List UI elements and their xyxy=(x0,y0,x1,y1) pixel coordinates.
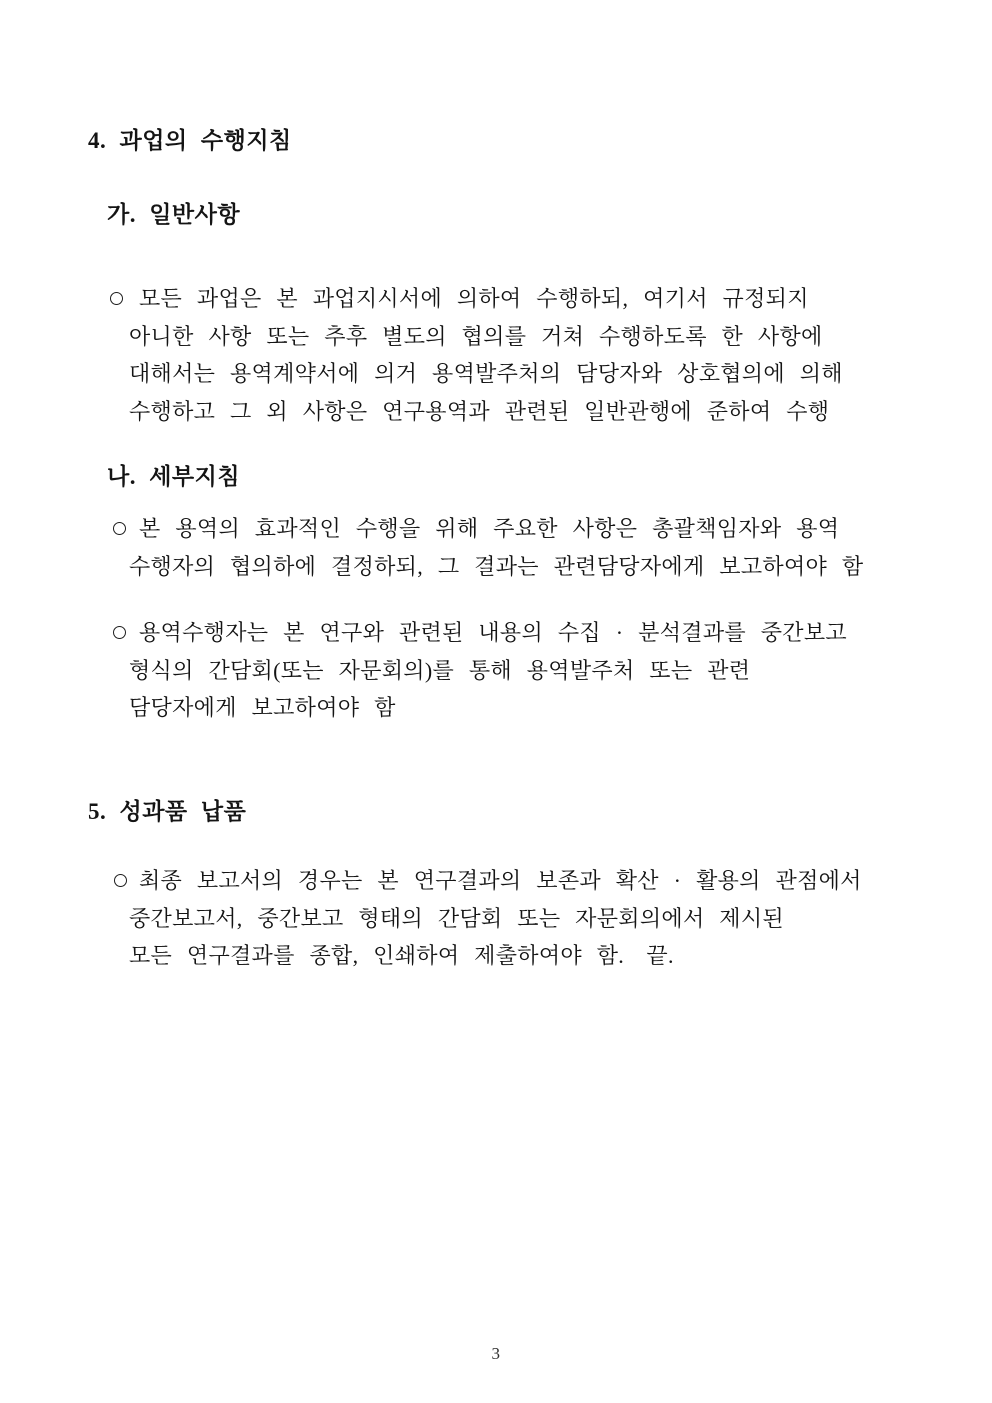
paragraph-line: 수행하고 그 외 사항은 연구용역과 관련된 일반관행에 준하여 수행 xyxy=(129,398,830,424)
subsection-ga-heading: 가. 일반사항 xyxy=(107,202,241,227)
bullet-circle-icon xyxy=(113,522,126,535)
detail-bullet-2-paragraph xyxy=(129,614,919,727)
bullet-circle-icon xyxy=(113,626,126,639)
page-number: 3 xyxy=(491,1344,501,1363)
bullet-circle-icon xyxy=(110,292,123,305)
section-5-heading: 5. 성과품 납품 xyxy=(88,799,247,824)
paragraph-line: 모든 연구결과를 종합, 인쇄하여 제출하여야 함. 끝. xyxy=(129,943,674,968)
section-4-heading: 4. 과업의 수행지침 xyxy=(88,128,292,153)
detail-bullet-1-paragraph xyxy=(129,510,919,585)
general-bullet-paragraph xyxy=(129,280,919,430)
paragraph-line: 대해서는 용역계약서에 의거 용역발주처의 담당자와 상호협의에 의해 xyxy=(129,361,843,386)
deliverable-bullet-paragraph xyxy=(129,862,919,975)
paragraph-line: 수행자의 협의하에 결정하되, 그 결과는 관련담당자에게 보고하여야 함 xyxy=(129,553,864,579)
paragraph-line: 용역수행자는 본 연구와 관련된 내용의 수집 · 분석결과를 중간보고 xyxy=(139,620,847,645)
paragraph-line: 중간보고서, 중간보고 형태의 간담회 또는 자문회의에서 제시된 xyxy=(129,905,784,931)
bullet-circle-icon xyxy=(114,874,127,887)
paragraph-line: 아니한 사항 또는 추후 별도의 협의를 거쳐 수행하도록 한 사항에 xyxy=(129,323,823,349)
paragraph-line: 형식의 간담회(또는 자문회의)를 통해 용역발주처 또는 관련 xyxy=(129,657,751,683)
subsection-na-heading: 나. 세부지침 xyxy=(107,464,241,489)
paragraph-line: 최종 보고서의 경우는 본 연구결과의 보존과 확산 · 활용의 관점에서 xyxy=(139,868,862,893)
paragraph-line: 모든 과업은 본 과업지시서에 의하여 수행하되, 여기서 규정되지 xyxy=(139,286,809,311)
paragraph-line: 담당자에게 보고하여야 함 xyxy=(129,695,396,720)
paragraph-line: 본 용역의 효과적인 수행을 위해 주요한 사항은 총괄책임자와 용역 xyxy=(139,516,840,541)
